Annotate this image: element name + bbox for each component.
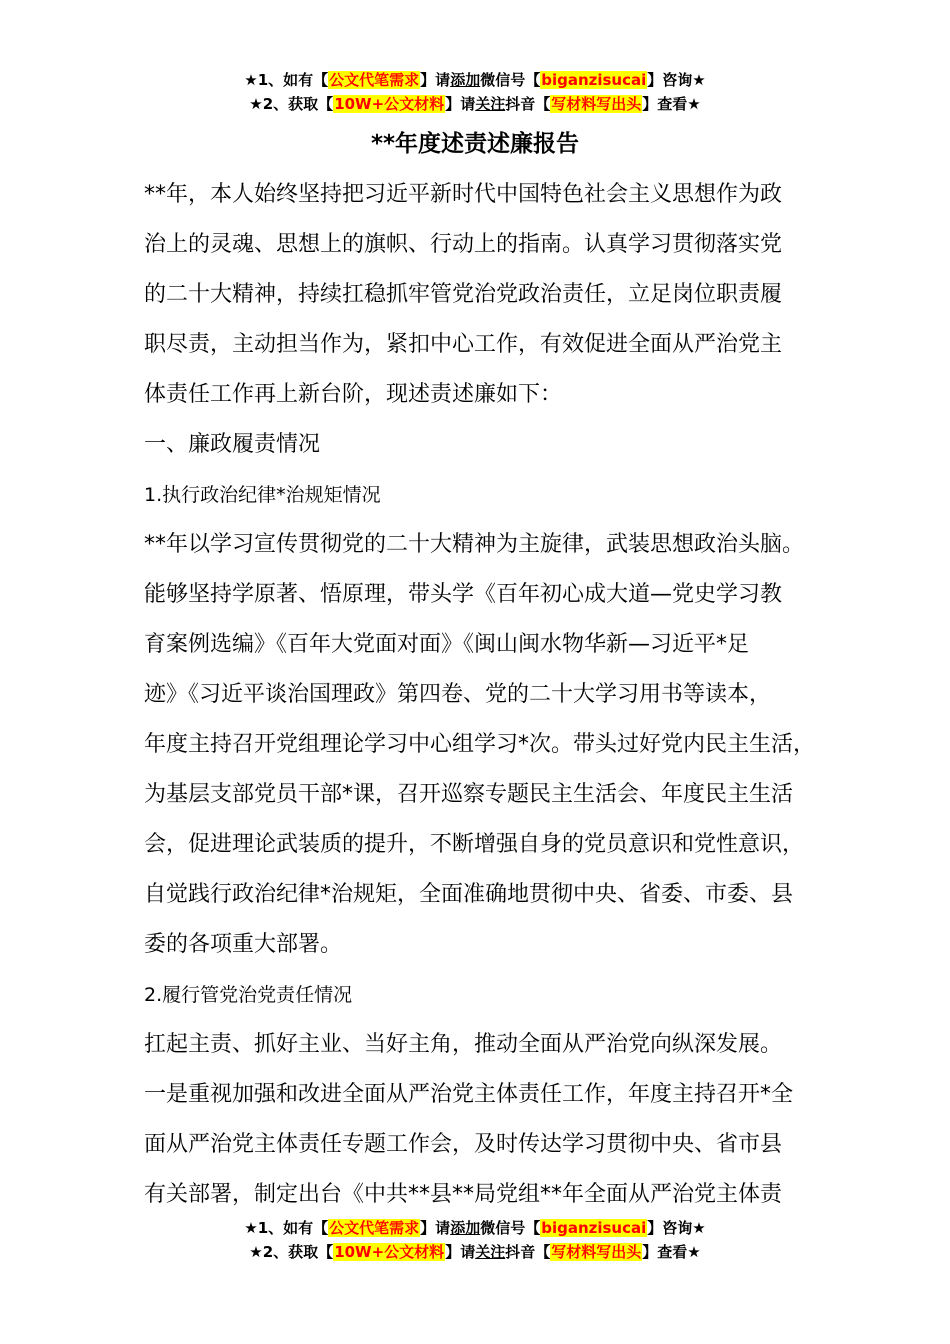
banner-text: ★2、获取【 — [249, 1243, 334, 1261]
banner-underlined-text: 关注 — [475, 1243, 506, 1261]
banner-highlight: 公文代笔需求 — [329, 71, 420, 89]
banner-text: 微信号【 — [480, 1219, 541, 1237]
subsection-heading: 1.执行政治纪律*治规矩情况 — [144, 484, 381, 506]
body-line: **年以学习宣传贯彻党的二十大精神为主旋律，武装思想政治头脑。 — [144, 532, 805, 557]
banner-text: ★1、如有【 — [244, 71, 329, 89]
banner-text: 】咨询★ — [647, 1219, 706, 1237]
body-line: 自觉践行政治纪律*治规矩，全面准确地贯彻中央、省委、市委、县 — [144, 882, 794, 907]
body-line: 有关部署，制定出台《中共**县**局党组**年全面从严治党主体责 — [144, 1182, 783, 1207]
body-line: 为基层支部党员干部*课，召开巡察专题民主生活会、年度民主生活 — [144, 782, 794, 807]
body-line: 治上的灵魂、思想上的旗帜、行动上的指南。认真学习贯彻落实党 — [144, 232, 783, 257]
banner-line-2 — [0, 92, 950, 116]
body-line: 扛起主责、抓好主业、当好主角，推动全面从严治党向纵深发展。 — [144, 1032, 783, 1057]
banner-text: 】请 — [420, 1219, 451, 1237]
body-line: 一是重视加强和改进全面从严治党主体责任工作，年度主持召开*全 — [144, 1082, 794, 1107]
banner-text: ★1、如有【 — [244, 1219, 329, 1237]
body-line: 能够坚持学原著、悟原理，带头学《百年初心成大道—党史学习教 — [144, 582, 783, 607]
body-line: **年，本人始终坚持把习近平新时代中国特色社会主义思想作为政 — [144, 182, 783, 207]
banner-highlight: 10W+公文材料 — [334, 1243, 445, 1261]
body-line: 委的各项重大部署。 — [144, 932, 343, 957]
body-line: 职尽责，主动担当作为，紧扣中心工作，有效促进全面从严治党主 — [144, 332, 783, 357]
banner-text: 】请 — [445, 1243, 476, 1261]
banner-highlight: 写材料写出头 — [551, 95, 642, 113]
banner-text: 抖音【 — [505, 95, 551, 113]
document-body — [144, 170, 834, 1220]
banner-text: 】请 — [420, 71, 451, 89]
banner-text: 】咨询★ — [647, 71, 706, 89]
header-banner — [0, 68, 950, 116]
banner-highlight: 写材料写出头 — [551, 1243, 642, 1261]
banner-text: ★2、获取【 — [249, 95, 334, 113]
body-line: 的二十大精神，持续扛稳抓牢管党治党政治责任，立足岗位职责履 — [144, 282, 783, 307]
banner-highlight: 公文代笔需求 — [329, 1219, 420, 1237]
banner-text: 微信号【 — [480, 71, 541, 89]
subsection-heading: 2.履行管党治党责任情况 — [144, 984, 353, 1006]
body-line: 育案例选编》《百年大党面对面》《闽山闽水物华新—习近平*足 — [144, 632, 750, 657]
body-line: 迹》《习近平谈治国理政》第四卷、党的二十大学习用书等读本， — [144, 682, 772, 707]
banner-text: 】查看★ — [642, 1243, 701, 1261]
banner-text: 抖音【 — [505, 1243, 551, 1261]
banner-line-1 — [0, 68, 950, 92]
banner-underlined-text: 添加 — [450, 1219, 481, 1237]
banner-highlight: 10W+公文材料 — [334, 95, 445, 113]
footer-banner — [0, 1216, 950, 1264]
banner-line-1 — [0, 1216, 950, 1240]
body-line: 体责任工作再上新台阶，现述责述廉如下： — [144, 382, 563, 407]
body-line: 面从严治党主体责任专题工作会，及时传达学习贯彻中央、省市县 — [144, 1132, 783, 1157]
document-title: **年度述责述廉报告 — [370, 131, 580, 157]
banner-text: 】请 — [445, 95, 476, 113]
banner-text: 】查看★ — [642, 95, 701, 113]
body-line: 年度主持召开党组理论学习中心组学习*次。带头过好党内民主生活， — [144, 732, 816, 757]
banner-line-2 — [0, 1240, 950, 1264]
section-heading: 一、廉政履责情况 — [144, 432, 321, 457]
banner-highlight: biganzisucai — [541, 71, 647, 89]
banner-underlined-text: 添加 — [450, 71, 481, 89]
body-line: 会，促进理论武装质的提升，不断增强自身的党员意识和党性意识， — [144, 832, 805, 857]
banner-highlight: biganzisucai — [541, 1219, 647, 1237]
banner-underlined-text: 关注 — [475, 95, 506, 113]
